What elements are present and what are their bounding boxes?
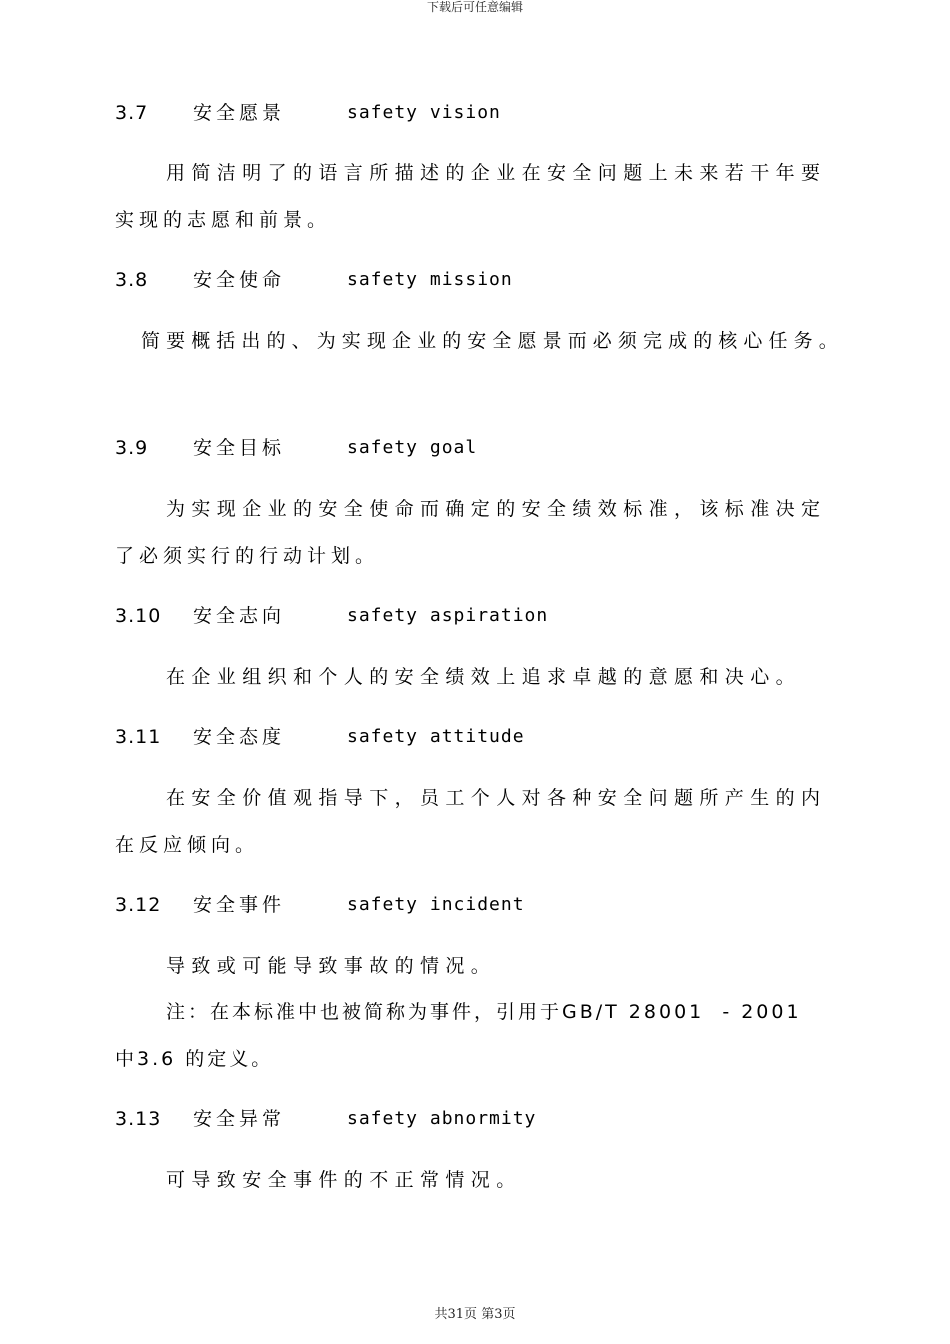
definition-line: 为实现企业的安全使命而确定的安全绩效标准，该标准决定 [166,498,827,520]
term-english: safety mission [347,269,513,290]
definition-line: 实现的志愿和前景。 [115,209,332,231]
term-number: 3.7 [115,102,149,124]
definition-line: 导致或可能导致事故的情况。 [166,955,497,977]
term-number: 3.11 [115,726,162,748]
definition-line: 在企业组织和个人的安全绩效上追求卓越的意愿和决心。 [166,666,802,688]
term-chinese: 安全使命 [193,269,286,291]
term-english: safety goal [347,437,478,458]
definition-line: 了必须实行的行动计划。 [115,545,380,567]
page-header: 下载后可任意编辑 [426,0,523,14]
term-number: 3.9 [115,437,149,459]
definition-line: 简要概括出的、为实现企业的安全愿景而必须完成的核心任务。 [141,330,844,352]
term-chinese: 安全异常 [193,1108,286,1130]
definition-line: 可导致安全事件的不正常情况。 [166,1169,522,1191]
term-number: 3.13 [115,1108,162,1130]
term-english: safety attitude [347,726,525,747]
term-number: 3.8 [115,269,149,291]
term-english: safety abnormity [347,1108,537,1129]
term-chinese: 安全志向 [193,605,286,627]
term-number: 3.10 [115,605,162,627]
term-chinese: 安全目标 [193,437,286,459]
page-footer: 共31页 第3页 [434,1307,516,1322]
term-chinese: 安全愿景 [193,102,286,124]
term-chinese: 安全态度 [193,726,286,748]
term-chinese: 安全事件 [193,894,286,916]
term-number: 3.12 [115,894,162,916]
term-english: safety incident [347,894,525,915]
note-line: 中3.6 的定义。 [115,1048,274,1070]
note-line: 注：在本标准中也被简称为事件，引用于GB/T 28001 - 2001 [166,1001,802,1023]
definition-line: 用简洁明了的语言所描述的企业在安全问题上未来若干年要 [166,162,827,184]
term-english: safety aspiration [347,605,549,626]
definition-line: 在安全价值观指导下，员工个人对各种安全问题所产生的内 [166,787,827,809]
definition-line: 在反应倾向。 [115,834,260,856]
term-english: safety vision [347,102,501,123]
